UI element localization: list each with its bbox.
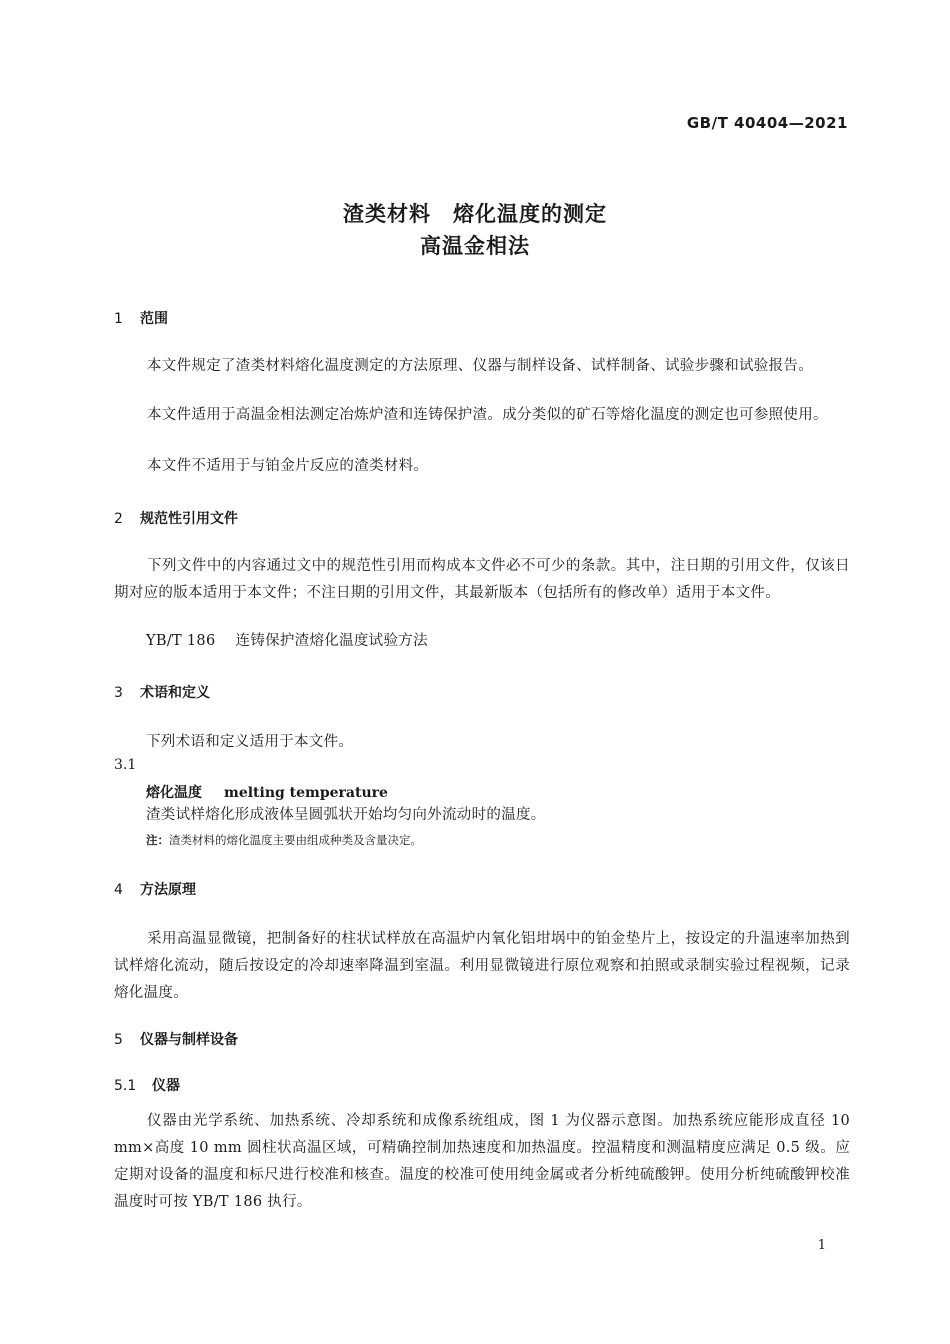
- term-english: melting temperature: [224, 785, 388, 801]
- clause-number: 3.1: [114, 757, 137, 773]
- page-number: 1: [817, 1238, 826, 1253]
- subsection-number: 5.1: [114, 1078, 137, 1094]
- section-2-paragraph-1: 下列文件中的内容通过文中的规范性引用而构成本文件必不可少的条款。其中，注日期的引用文件，仅该日期对应的版本适用于本文件；不注日期的引用文件，其最新版本（包括所有的修改单）适用于本文件。: [114, 558, 850, 601]
- section-5-heading: [114, 1029, 238, 1049]
- section-1-paragraph-2: 本文件适用于高温金相法测定冶炼炉渣和连铸保护渣。成分类似的矿石等熔化温度的测定也可参照使用。: [147, 407, 828, 423]
- section-1-heading: [114, 308, 168, 328]
- section-3-paragraph-1: 下列术语和定义适用于本文件。: [146, 734, 354, 750]
- section-5-paragraph-1: 仪器由光学系统、加热系统、冷却系统和成像系统组成，图 1 为仪器示意图。加热系统应能形成直径 10 mm×高度 10 mm 圆柱状高温区域，可精确控制加热速度和加热温度。控温精度和测温精度应满足 0.5 级。应定期对设备的温度和标尺进行校准和核查。温度的校准可使用纯金属或者分析纯硫酸钾。使用分析纯硫酸钾校准温度时可按 YB/T 186 执行。: [114, 1113, 850, 1210]
- section-number: 5: [114, 1032, 123, 1048]
- section-1-paragraph-3: 本文件不适用于与铂金片反应的渣类材料。: [147, 458, 429, 474]
- section-number: 4: [114, 882, 123, 898]
- document-title: 渣类材料 熔化温度的测定: [343, 202, 607, 226]
- section-number: 3: [114, 685, 123, 701]
- section-title: 范围: [140, 311, 168, 327]
- subsection-title: 仪器: [152, 1078, 180, 1094]
- section-title: 规范性引用文件: [140, 511, 238, 527]
- section-title: 方法原理: [140, 882, 196, 898]
- section-1-paragraph-1: 本文件规定了渣类材料熔化温度测定的方法原理、仪器与制样设备、试样制备、试验步骤和试验报告。: [147, 358, 813, 374]
- note-text: 渣类材料的熔化温度主要由组成种类及含量决定。: [169, 833, 422, 847]
- term-entry: [146, 782, 388, 802]
- section-title: 仪器与制样设备: [140, 1032, 238, 1048]
- reference-code: YB/T 186: [146, 633, 216, 649]
- section-title: 术语和定义: [140, 685, 210, 701]
- term-definition: 渣类试样熔化形成液体呈圆弧状开始均匀向外流动时的温度。: [146, 807, 546, 823]
- note-label: 注：: [146, 833, 169, 847]
- section-number: 2: [114, 511, 123, 527]
- section-4-heading: [114, 879, 196, 899]
- standard-code: GB/T 40404—2021: [686, 114, 848, 132]
- normative-reference: [146, 628, 428, 655]
- section-4-paragraph-1: 采用高温显微镜，把制备好的柱状试样放在高温炉内氧化铝坩埚中的铂金垫片上，按设定的升温速率加热到试样熔化流动，随后按设定的冷却速率降温到室温。利用显微镜进行原位观察和拍照或录制实验过程视频，记录熔化温度。: [114, 931, 850, 1001]
- term-note: [146, 832, 422, 848]
- section-number: 1: [114, 311, 123, 327]
- subsection-5-1-heading: [114, 1075, 180, 1095]
- term-chinese: 熔化温度: [146, 785, 202, 801]
- section-2-heading: [114, 508, 238, 528]
- document-subtitle: 高温金相法: [420, 234, 530, 258]
- section-3-heading: [114, 682, 210, 702]
- reference-title: 连铸保护渣熔化温度试验方法: [235, 633, 428, 649]
